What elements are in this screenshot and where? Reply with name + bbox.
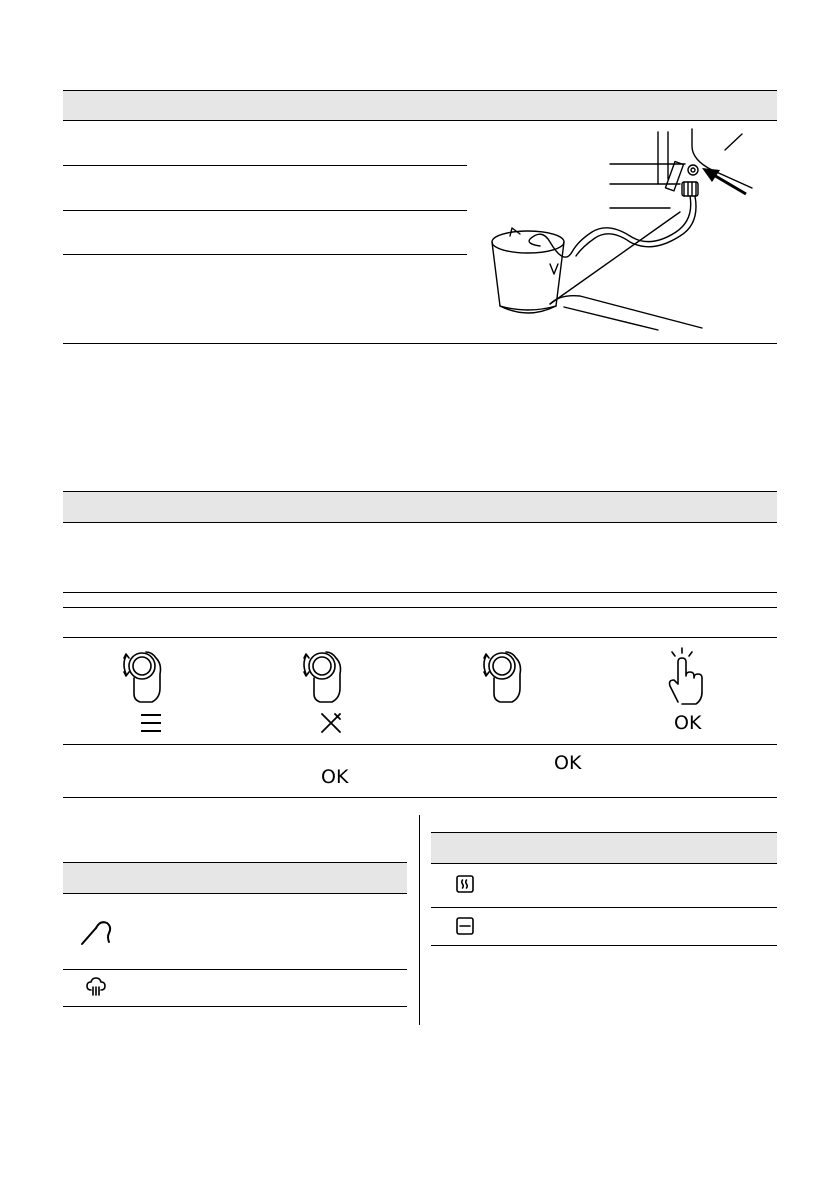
table-2-row-divider bbox=[63, 592, 777, 593]
table-4-row-divider bbox=[431, 907, 777, 908]
ok-symbol: OK bbox=[321, 766, 349, 788]
steam-cloud-icon bbox=[86, 977, 106, 997]
table-4-header bbox=[431, 832, 777, 864]
table-4-bottom-rule bbox=[431, 945, 777, 946]
table-2-bottom-rule bbox=[63, 797, 777, 798]
knob-press-hand-icon bbox=[660, 646, 710, 708]
table-2-row-divider bbox=[63, 607, 777, 608]
table-3-bottom-rule bbox=[63, 1006, 407, 1007]
heat-waves-square-icon bbox=[456, 875, 474, 893]
knob-turn-hand-icon bbox=[296, 644, 356, 706]
table-2-header bbox=[63, 491, 777, 523]
table-3-header bbox=[63, 862, 407, 894]
table-1-row-divider bbox=[63, 210, 467, 211]
table-1-header bbox=[63, 90, 777, 121]
table-1-row-divider bbox=[63, 165, 467, 166]
minus-square-icon bbox=[456, 917, 474, 935]
table-1-bottom-rule bbox=[63, 343, 777, 344]
table-2-row-divider bbox=[63, 744, 777, 745]
table-2-row-divider bbox=[63, 637, 777, 638]
menu-icon bbox=[140, 713, 162, 733]
ok-symbol: OK bbox=[674, 712, 702, 734]
table-3-row-divider bbox=[63, 969, 407, 970]
core-temperature-sensor-icon bbox=[80, 918, 114, 946]
cutlery-icon bbox=[320, 712, 342, 734]
knob-turn-hand-icon bbox=[476, 644, 536, 706]
knob-turn-hand-icon bbox=[116, 644, 176, 706]
column-separator bbox=[419, 815, 420, 1025]
oven-drain-hose-and-container-illustration bbox=[480, 124, 780, 339]
table-1-row-divider bbox=[63, 254, 467, 255]
ok-symbol: OK bbox=[554, 752, 582, 774]
